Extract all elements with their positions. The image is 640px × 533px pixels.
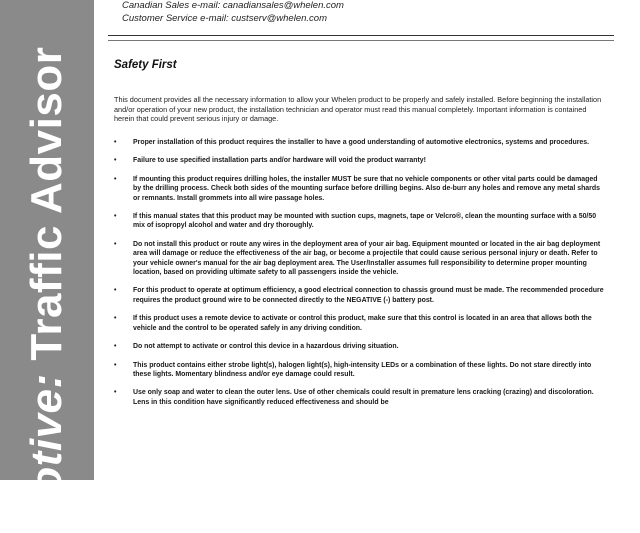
list-item-text: If this product uses a remote device to activate or control this product, make sure that this control is located in an area that allows both the vehicle and the control to be operated safely in any driving condition. [133,315,592,332]
customer-service-email: Customer Service e-mail: custserv@whelen.com [122,12,327,24]
list-item [114,342,604,351]
list-item [114,240,604,278]
sidebar-title-italic: motive: [22,373,71,533]
list-item [114,212,604,231]
sidebar-title [22,47,72,533]
intro-paragraph: This document provides all the necessary information to allow your Whelen product to be properly and safely installed. Before beginning the installation and/or operation of your new product, the installation technician and operator must read this manual completely. Important information is contained herein that could prevent serious injury or damage. [114,95,602,124]
bullet-icon: • [114,157,117,165]
list-item-text: Proper installation of this product requires the installer to have a good understanding of automotive electronics, systems and procedures. [133,139,590,146]
list-item [114,314,604,333]
sidebar-band [0,0,94,533]
bullet-icon: • [114,287,117,295]
bullet-icon: • [114,315,117,323]
list-item-text: For this product to operate at optimum efficiency, a good electrical connection to chassis ground must be made. The recommended procedure requires the product ground wire to be connected directly to the NEGATIVE (-) battery post. [133,287,604,304]
safety-list [114,138,604,416]
list-item [114,361,604,380]
bullet-icon: • [114,361,117,369]
list-item [114,138,604,147]
sidebar-title-rest: Traffic Advisor [22,46,71,374]
list-item-text: If mounting this product requires drilling holes, the installer MUST be sure that no vehicle components or other vital parts could be damaged by the drilling process. Check both sides of the mounting surface before drilling begins. Also de-burr any holes and remove any metal shards or remnants. Install grommets into all wire passage holes. [133,175,600,202]
bullet-icon: • [114,175,117,183]
bullet-icon: • [114,389,117,397]
bullet-icon: • [114,213,117,221]
list-item-text: Use only soap and water to clean the outer lens. Use of other chemicals could result in premature lens cracking (crazing) and discoloration. Lens in this condition have significantly reduced effectiveness and should be [133,389,594,406]
bullet-icon: • [114,139,117,146]
list-item [114,175,604,203]
secondary-divider [108,40,614,41]
bullet-icon: • [114,343,117,351]
list-item-text: Do not attempt to activate or control this device in a hazardous driving situation. [133,343,399,351]
section-heading: Safety First [114,59,177,71]
list-item [114,286,604,305]
contact-block [122,0,344,25]
list-item-text: Do not install this product or route any wires in the deployment area of your air bag. Equipment mounted or located in the air bag deployment area will damage or reduce the effectiveness of the air bag, or become a projectile that could cause serious personal injury or death. Refer to your vehicle owner's manual for the air bag deployment area. The User/Installer assumes full responsibility to determine proper mounting location, based on providing ultimate safety to all passengers inside the vehicle. [133,240,601,277]
list-item-text: If this manual states that this product may be mounted with suction cups, magnets, tape or Velcro®, clean the mounting surface with a 50/50 mix of isopropyl alcohol and water and dry thoroughly. [133,213,597,230]
top-divider [108,35,614,36]
list-item-text: This product contains either strobe light(s), halogen light(s), high-intensity LEDs or a combination of these lights. Do not stare directly into these lights. Momentary blindness and/or eye damage could result. [133,361,592,378]
list-item [114,388,604,407]
list-item-text: Failure to use specified installation parts and/or hardware will void the product warranty! [133,157,426,165]
list-item [114,156,604,165]
canadian-sales-email: Canadian Sales e-mail: canadiansales@whelen.com [122,0,344,11]
bullet-icon: • [114,240,117,248]
